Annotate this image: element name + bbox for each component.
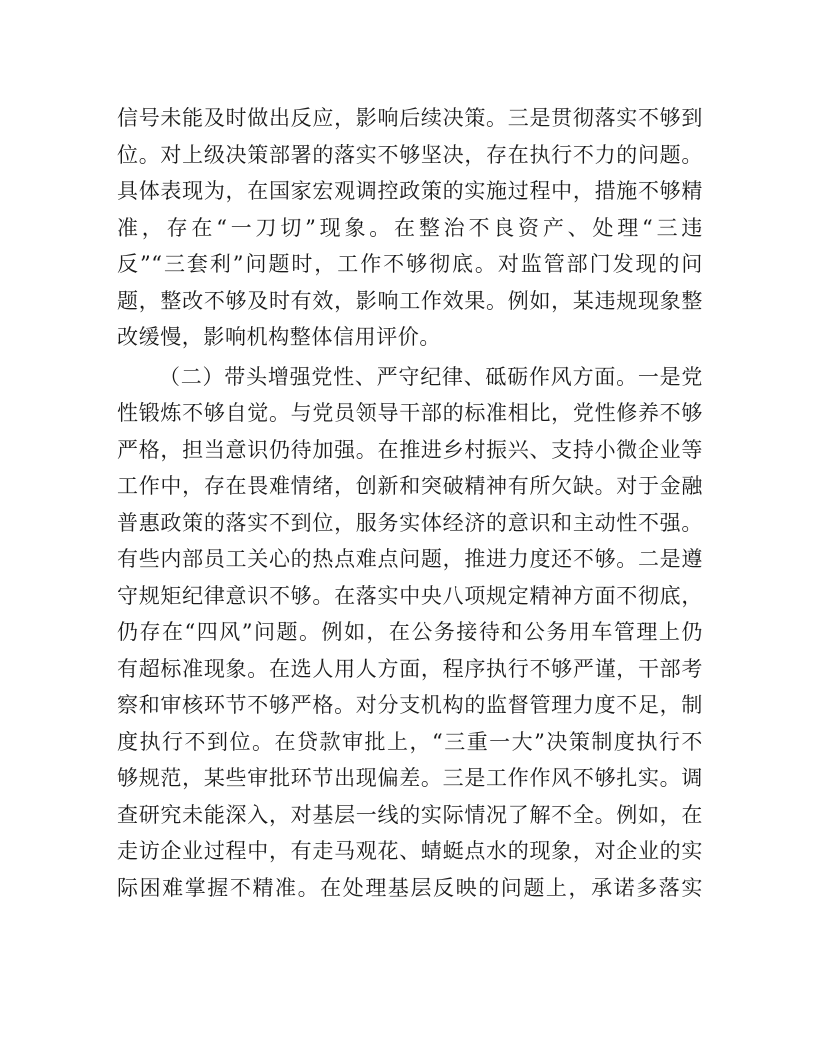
text-line: （二）带头增强党性、严守纪律、砥砺作风方面。一是党 bbox=[159, 364, 703, 389]
body-text bbox=[117, 100, 703, 906]
text-line: 有些内部员工关心的热点难点问题，推进力度还不够。二是遵 bbox=[117, 547, 703, 571]
paragraph-1 bbox=[117, 100, 703, 356]
text-line: 仍存在“四风”问题。例如，在公务接待和公务用车管理上仍 bbox=[117, 620, 703, 644]
text-line: 严格，担当意识仍待加强。在推进乡村振兴、支持小微企业等 bbox=[117, 437, 703, 462]
text-line: 查研究未能深入，对基层一线的实际情况了解不全。例如，在 bbox=[117, 802, 703, 827]
text-line: 够规范，某些审批环节出现偏差。三是工作作风不够扎实。调 bbox=[117, 766, 703, 790]
text-line: 有超标准现象。在选人用人方面，程序执行不够严谨，干部考 bbox=[117, 656, 703, 681]
paragraph-2 bbox=[117, 359, 703, 907]
text-line: 改缓慢，影响机构整体信用评价。 bbox=[117, 325, 441, 349]
text-line: 准，存在“一刀切”现象。在整治不良资产、处理“三违 bbox=[117, 215, 703, 240]
text-line: 度执行不到位。在贷款审批上，“三重一大”决策制度执行不 bbox=[117, 729, 703, 754]
text-line: 题，整改不够及时有效，影响工作效果。例如，某违规现象整 bbox=[117, 288, 703, 313]
text-line: 位。对上级决策部署的落实不够坚决，存在执行不力的问题。 bbox=[117, 142, 703, 167]
text-line: 工作中，存在畏难情绪，创新和突破精神有所欠缺。对于金融 bbox=[117, 474, 703, 498]
text-line: 察和审核环节不够严格。对分支机构的监督管理力度不足，制 bbox=[117, 693, 703, 717]
text-line: 走访企业过程中，有走马观花、蜻蜓点水的现象，对企业的实 bbox=[117, 839, 703, 863]
text-line: 性锻炼不够自觉。与党员领导干部的标准相比，党性修养不够 bbox=[117, 401, 703, 425]
text-line: 信号未能及时做出反应，影响后续决策。三是贯彻落实不够到 bbox=[117, 106, 703, 130]
text-line: 反”“三套利”问题时，工作不够彻底。对监管部门发现的问 bbox=[117, 252, 703, 276]
text-line: 普惠政策的落实不到位，服务实体经济的意识和主动性不强。 bbox=[117, 510, 703, 535]
text-line: 具体表现为，在国家宏观调控政策的实施过程中，措施不够精 bbox=[117, 179, 703, 203]
text-line: 际困难掌握不精准。在处理基层反映的问题上，承诺多落实 bbox=[117, 875, 703, 900]
text-line: 守规矩纪律意识不够。在落实中央八项规定精神方面不彻底， bbox=[117, 583, 703, 608]
